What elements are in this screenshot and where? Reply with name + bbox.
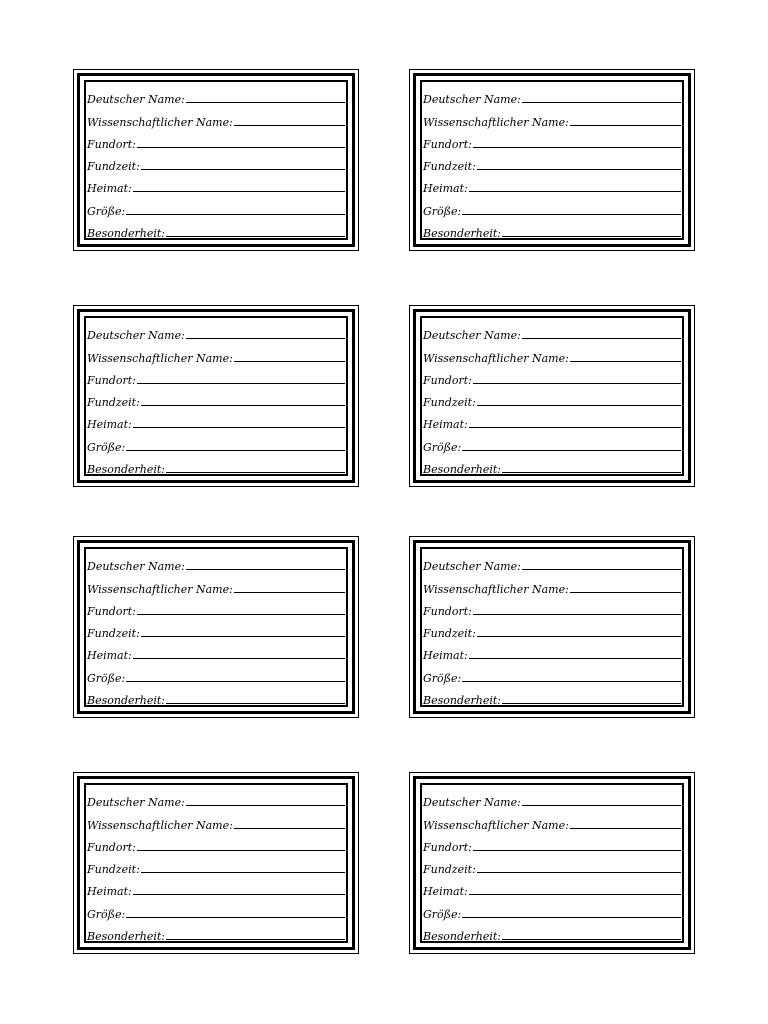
field-label: Deutscher Name:: [87, 560, 185, 574]
field-row-feature: [423, 920, 681, 942]
field-label: Fundzeit:: [87, 160, 140, 174]
field-row-time: [423, 386, 681, 408]
write-line[interactable]: [473, 383, 681, 384]
field-row-time: [87, 617, 345, 639]
write-line[interactable]: [469, 191, 681, 192]
field-row-time: [423, 853, 681, 875]
field-label: Fundort:: [423, 604, 472, 618]
write-line[interactable]: [133, 894, 345, 895]
label-fields: [87, 786, 345, 944]
write-line[interactable]: [477, 872, 681, 873]
write-line[interactable]: [522, 569, 681, 570]
write-line[interactable]: [126, 214, 345, 215]
field-label: Fundort:: [423, 373, 472, 387]
field-label: Fundzeit:: [423, 396, 476, 410]
field-label: Größe:: [423, 204, 462, 218]
field-label: Größe:: [87, 907, 126, 921]
field-row-location: [423, 364, 681, 386]
field-label: Fundort:: [87, 604, 136, 618]
write-line[interactable]: [477, 169, 681, 170]
field-row-location: [423, 128, 681, 150]
write-line[interactable]: [469, 894, 681, 895]
write-line[interactable]: [462, 681, 681, 682]
label-fields: [423, 319, 681, 477]
label-fields: [87, 83, 345, 241]
field-row-common-name: [87, 550, 345, 572]
write-line[interactable]: [502, 703, 681, 704]
field-row-habitat: [87, 639, 345, 661]
field-label: Deutscher Name:: [423, 560, 521, 574]
field-label: Fundzeit:: [423, 863, 476, 877]
field-label: Wissenschaftlicher Name:: [87, 351, 233, 365]
write-line[interactable]: [166, 472, 345, 473]
field-row-scientific-name: [423, 808, 681, 830]
write-line[interactable]: [570, 592, 681, 593]
field-label: Besonderheit:: [87, 227, 165, 241]
field-label: Heimat:: [423, 182, 468, 196]
field-row-habitat: [423, 172, 681, 194]
write-line[interactable]: [462, 450, 681, 451]
field-row-scientific-name: [87, 572, 345, 594]
field-row-location: [87, 595, 345, 617]
field-row-size: [87, 661, 345, 683]
write-line[interactable]: [141, 636, 345, 637]
field-row-feature: [423, 453, 681, 475]
field-label: Wissenschaftlicher Name:: [423, 818, 569, 832]
specimen-label-5: [73, 536, 359, 718]
field-label: Größe:: [423, 671, 462, 685]
field-row-location: [87, 831, 345, 853]
field-row-size: [87, 897, 345, 919]
write-line[interactable]: [570, 361, 681, 362]
write-line[interactable]: [477, 636, 681, 637]
write-line[interactable]: [133, 658, 345, 659]
field-row-habitat: [423, 875, 681, 897]
label-fields: [87, 319, 345, 477]
field-label: Besonderheit:: [87, 463, 165, 477]
field-label: Wissenschaftlicher Name:: [423, 115, 569, 129]
field-label: Größe:: [87, 440, 126, 454]
field-row-habitat: [423, 639, 681, 661]
field-row-time: [423, 617, 681, 639]
label-fields: [423, 786, 681, 944]
field-row-feature: [87, 453, 345, 475]
write-line[interactable]: [186, 338, 345, 339]
write-line[interactable]: [141, 872, 345, 873]
write-line[interactable]: [186, 569, 345, 570]
field-row-habitat: [87, 408, 345, 430]
field-row-size: [423, 430, 681, 452]
field-row-scientific-name: [87, 105, 345, 127]
write-line[interactable]: [469, 427, 681, 428]
field-row-feature: [87, 217, 345, 239]
field-row-common-name: [423, 550, 681, 572]
specimen-label-1: [73, 69, 359, 251]
field-row-time: [87, 386, 345, 408]
field-label: Fundort:: [423, 840, 472, 854]
field-label: Heimat:: [423, 885, 468, 899]
write-line[interactable]: [133, 191, 345, 192]
field-row-common-name: [87, 83, 345, 105]
field-label: Wissenschaftlicher Name:: [423, 582, 569, 596]
field-row-feature: [423, 684, 681, 706]
write-line[interactable]: [126, 681, 345, 682]
specimen-label-7: [73, 772, 359, 954]
write-line[interactable]: [137, 614, 345, 615]
field-row-location: [87, 364, 345, 386]
field-row-location: [423, 831, 681, 853]
field-label: Deutscher Name:: [423, 93, 521, 107]
write-line[interactable]: [522, 102, 681, 103]
field-label: Wissenschaftlicher Name:: [87, 115, 233, 129]
field-row-habitat: [87, 875, 345, 897]
write-line[interactable]: [477, 405, 681, 406]
write-line[interactable]: [186, 805, 345, 806]
field-row-habitat: [87, 172, 345, 194]
field-row-location: [423, 595, 681, 617]
field-row-common-name: [423, 83, 681, 105]
field-row-size: [423, 661, 681, 683]
field-label: Fundzeit:: [87, 396, 140, 410]
write-line[interactable]: [473, 850, 681, 851]
write-line[interactable]: [126, 450, 345, 451]
specimen-label-2: [409, 69, 695, 251]
field-row-habitat: [423, 408, 681, 430]
field-label: Größe:: [423, 440, 462, 454]
field-label: Fundort:: [87, 137, 136, 151]
field-label: Deutscher Name:: [87, 329, 185, 343]
field-row-scientific-name: [87, 341, 345, 363]
write-line[interactable]: [462, 214, 681, 215]
write-line[interactable]: [166, 703, 345, 704]
field-row-location: [87, 128, 345, 150]
write-line[interactable]: [469, 658, 681, 659]
field-label: Fundort:: [87, 840, 136, 854]
field-label: Deutscher Name:: [423, 329, 521, 343]
field-label: Deutscher Name:: [87, 93, 185, 107]
field-row-size: [423, 897, 681, 919]
field-label: Fundzeit:: [423, 627, 476, 641]
write-line[interactable]: [234, 125, 345, 126]
label-fields: [423, 83, 681, 241]
field-row-common-name: [423, 319, 681, 341]
field-row-feature: [87, 684, 345, 706]
write-line[interactable]: [141, 405, 345, 406]
specimen-label-4: [409, 305, 695, 487]
field-label: Fundort:: [423, 137, 472, 151]
write-line[interactable]: [502, 472, 681, 473]
field-row-common-name: [87, 786, 345, 808]
field-label: Besonderheit:: [423, 694, 501, 708]
write-line[interactable]: [234, 828, 345, 829]
field-label: Besonderheit:: [423, 463, 501, 477]
field-row-feature: [87, 920, 345, 942]
field-label: Heimat:: [87, 418, 132, 432]
field-label: Fundzeit:: [423, 160, 476, 174]
field-label: Heimat:: [423, 649, 468, 663]
field-label: Besonderheit:: [423, 227, 501, 241]
field-row-size: [423, 194, 681, 216]
field-label: Besonderheit:: [87, 930, 165, 944]
write-line[interactable]: [522, 805, 681, 806]
field-row-feature: [423, 217, 681, 239]
field-label: Deutscher Name:: [87, 796, 185, 810]
write-line[interactable]: [137, 383, 345, 384]
specimen-label-3: [73, 305, 359, 487]
field-row-scientific-name: [423, 572, 681, 594]
field-label: Besonderheit:: [423, 930, 501, 944]
field-label: Besonderheit:: [87, 694, 165, 708]
write-line[interactable]: [502, 939, 681, 940]
field-label: Fundort:: [87, 373, 136, 387]
field-row-common-name: [87, 319, 345, 341]
write-line[interactable]: [234, 361, 345, 362]
write-line[interactable]: [137, 850, 345, 851]
write-line[interactable]: [502, 236, 681, 237]
field-label: Größe:: [423, 907, 462, 921]
write-line[interactable]: [166, 939, 345, 940]
label-fields: [87, 550, 345, 708]
write-line[interactable]: [126, 917, 345, 918]
write-line[interactable]: [186, 102, 345, 103]
write-line[interactable]: [473, 614, 681, 615]
field-label: Deutscher Name:: [423, 796, 521, 810]
field-row-scientific-name: [423, 105, 681, 127]
field-row-time: [423, 150, 681, 172]
specimen-label-6: [409, 536, 695, 718]
field-label: Fundzeit:: [87, 627, 140, 641]
field-row-common-name: [423, 786, 681, 808]
field-row-time: [87, 853, 345, 875]
label-fields: [423, 550, 681, 708]
field-label: Wissenschaftlicher Name:: [423, 351, 569, 365]
field-label: Größe:: [87, 204, 126, 218]
field-label: Wissenschaftlicher Name:: [87, 582, 233, 596]
write-line[interactable]: [570, 828, 681, 829]
write-line[interactable]: [234, 592, 345, 593]
field-row-scientific-name: [423, 341, 681, 363]
field-label: Heimat:: [87, 649, 132, 663]
write-line[interactable]: [473, 147, 681, 148]
field-row-scientific-name: [87, 808, 345, 830]
field-label: Heimat:: [87, 885, 132, 899]
write-line[interactable]: [133, 427, 345, 428]
field-label: Heimat:: [87, 182, 132, 196]
field-row-time: [87, 150, 345, 172]
write-line[interactable]: [137, 147, 345, 148]
write-line[interactable]: [462, 917, 681, 918]
write-line[interactable]: [166, 236, 345, 237]
field-row-size: [87, 194, 345, 216]
specimen-label-8: [409, 772, 695, 954]
field-label: Fundzeit:: [87, 863, 140, 877]
write-line[interactable]: [522, 338, 681, 339]
field-row-size: [87, 430, 345, 452]
field-label: Größe:: [87, 671, 126, 685]
field-label: Heimat:: [423, 418, 468, 432]
field-label: Wissenschaftlicher Name:: [87, 818, 233, 832]
write-line[interactable]: [141, 169, 345, 170]
write-line[interactable]: [570, 125, 681, 126]
